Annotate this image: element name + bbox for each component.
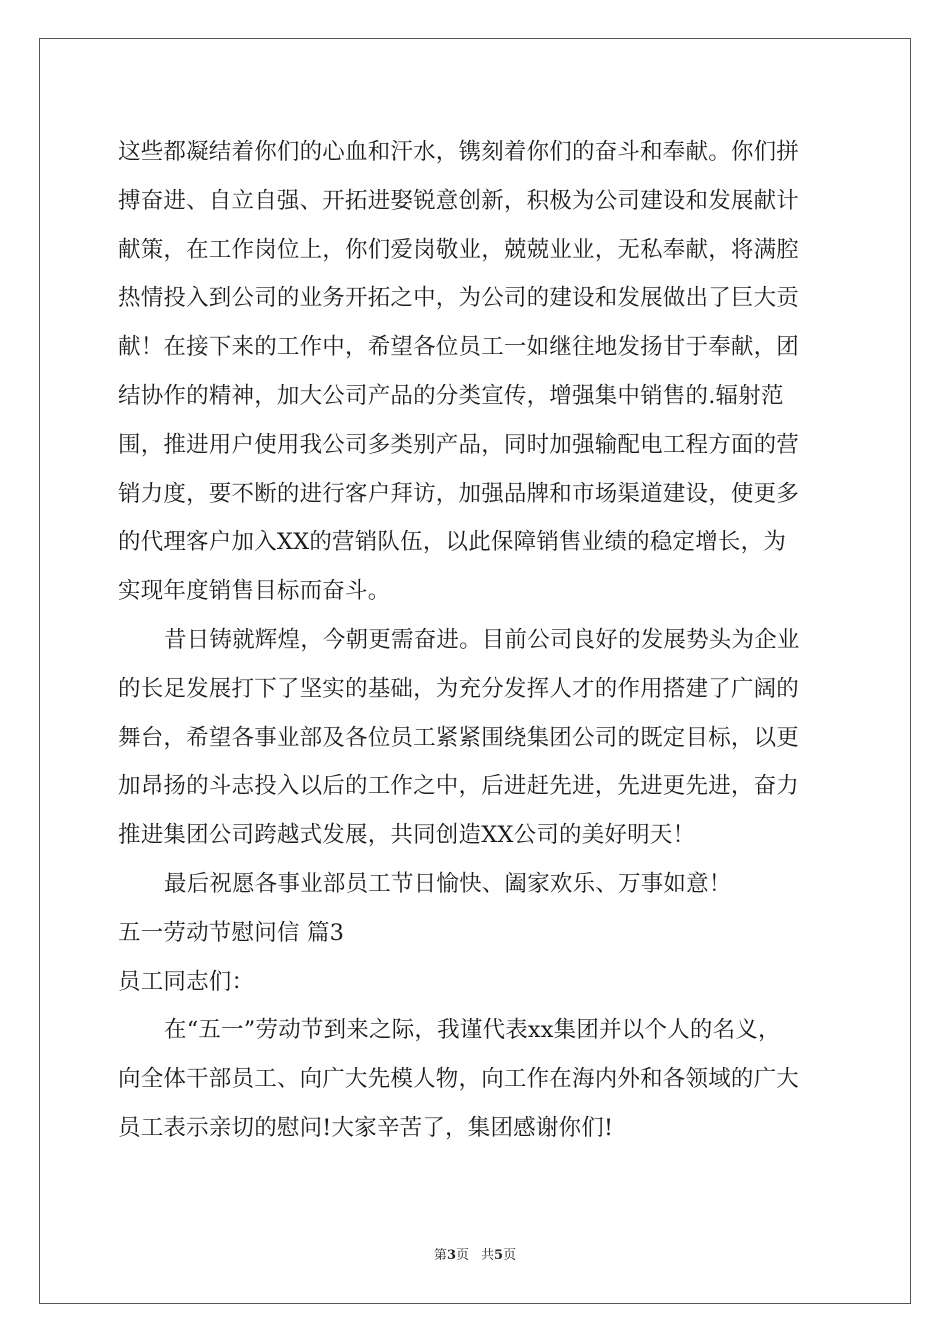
page-footer: [0, 1244, 950, 1263]
text-line: 围，推进用户使用我公司多类别产品，同时加强输配电工程方面的营: [118, 431, 800, 458]
text-line: 搏奋进、自立自强、开拓进娶锐意创新，积极为公司建设和发展献计: [118, 187, 800, 214]
page-prefix: 第: [433, 1248, 447, 1263]
text-line: 舞台，希望各事业部及各位员工紧紧围绕集团公司的既定目标，以更: [118, 724, 800, 751]
text-line: 实现年度销售目标而奋斗。: [118, 578, 391, 605]
paragraph-start-line: 昔日铸就辉煌，今朝更需奋进。目前公司良好的发展势头为企业: [164, 626, 800, 653]
text-line: 结协作的精神，加大公司产品的分类宣传，增强集中销售的.辐射范: [118, 382, 784, 409]
text-line: 销力度，要不断的进行客户拜访，加强品牌和市场渠道建设，使更多: [118, 480, 800, 507]
total-prefix: 共: [481, 1248, 495, 1263]
text-line: 的长足发展打下了坚实的基础，为充分发挥人才的作用搭建了广阔的: [118, 675, 800, 702]
text-line: 推进集团公司跨越式发展，共同创造XX公司的美好明天！: [118, 822, 696, 849]
section-heading: 五一劳动节慰问信 篇3: [118, 919, 345, 946]
text-line: 向全体干部员工、向广大先模人物，向工作在海内外和各领域的广大: [118, 1066, 800, 1093]
text-line: 献策，在工作岗位上，你们爱岗敬业，兢兢业业，无私奉献，将满腔: [118, 236, 800, 263]
paragraph-start-line: 在“五一”劳动节到来之际，我谨代表xx集团并以个人的名义，: [164, 1017, 781, 1044]
text-line: 的代理客户加入XX的营销队伍，以此保障销售业绩的稳定增长，为: [118, 529, 787, 556]
paragraph-start-line: 最后祝愿各事业部员工节日愉快、阖家欢乐、万事如意！: [164, 870, 732, 897]
page-total: 5: [494, 1248, 504, 1263]
text-line: 热情投入到公司的业务开拓之中，为公司的建设和发展做出了巨大贡: [118, 285, 800, 312]
document-body: [118, 128, 838, 1153]
text-line: 献！在接下来的工作中，希望各位员工一如继往地发扬甘于奉献，团: [118, 334, 800, 361]
page-current: 3: [446, 1248, 456, 1263]
salutation: 员工同志们：: [118, 968, 255, 995]
total-unit: 页: [503, 1248, 517, 1263]
page-unit: 页: [455, 1248, 469, 1263]
text-line: 员工表示亲切的慰问!大家辛苦了，集团感谢你们!: [118, 1114, 614, 1141]
text-line: 这些都凝结着你们的心血和汗水，镌刻着你们的奋斗和奉献。你们拼: [118, 139, 800, 165]
text-line: 加昂扬的斗志投入以后的工作之中，后进赶先进，先进更先进，奋力: [118, 773, 800, 800]
